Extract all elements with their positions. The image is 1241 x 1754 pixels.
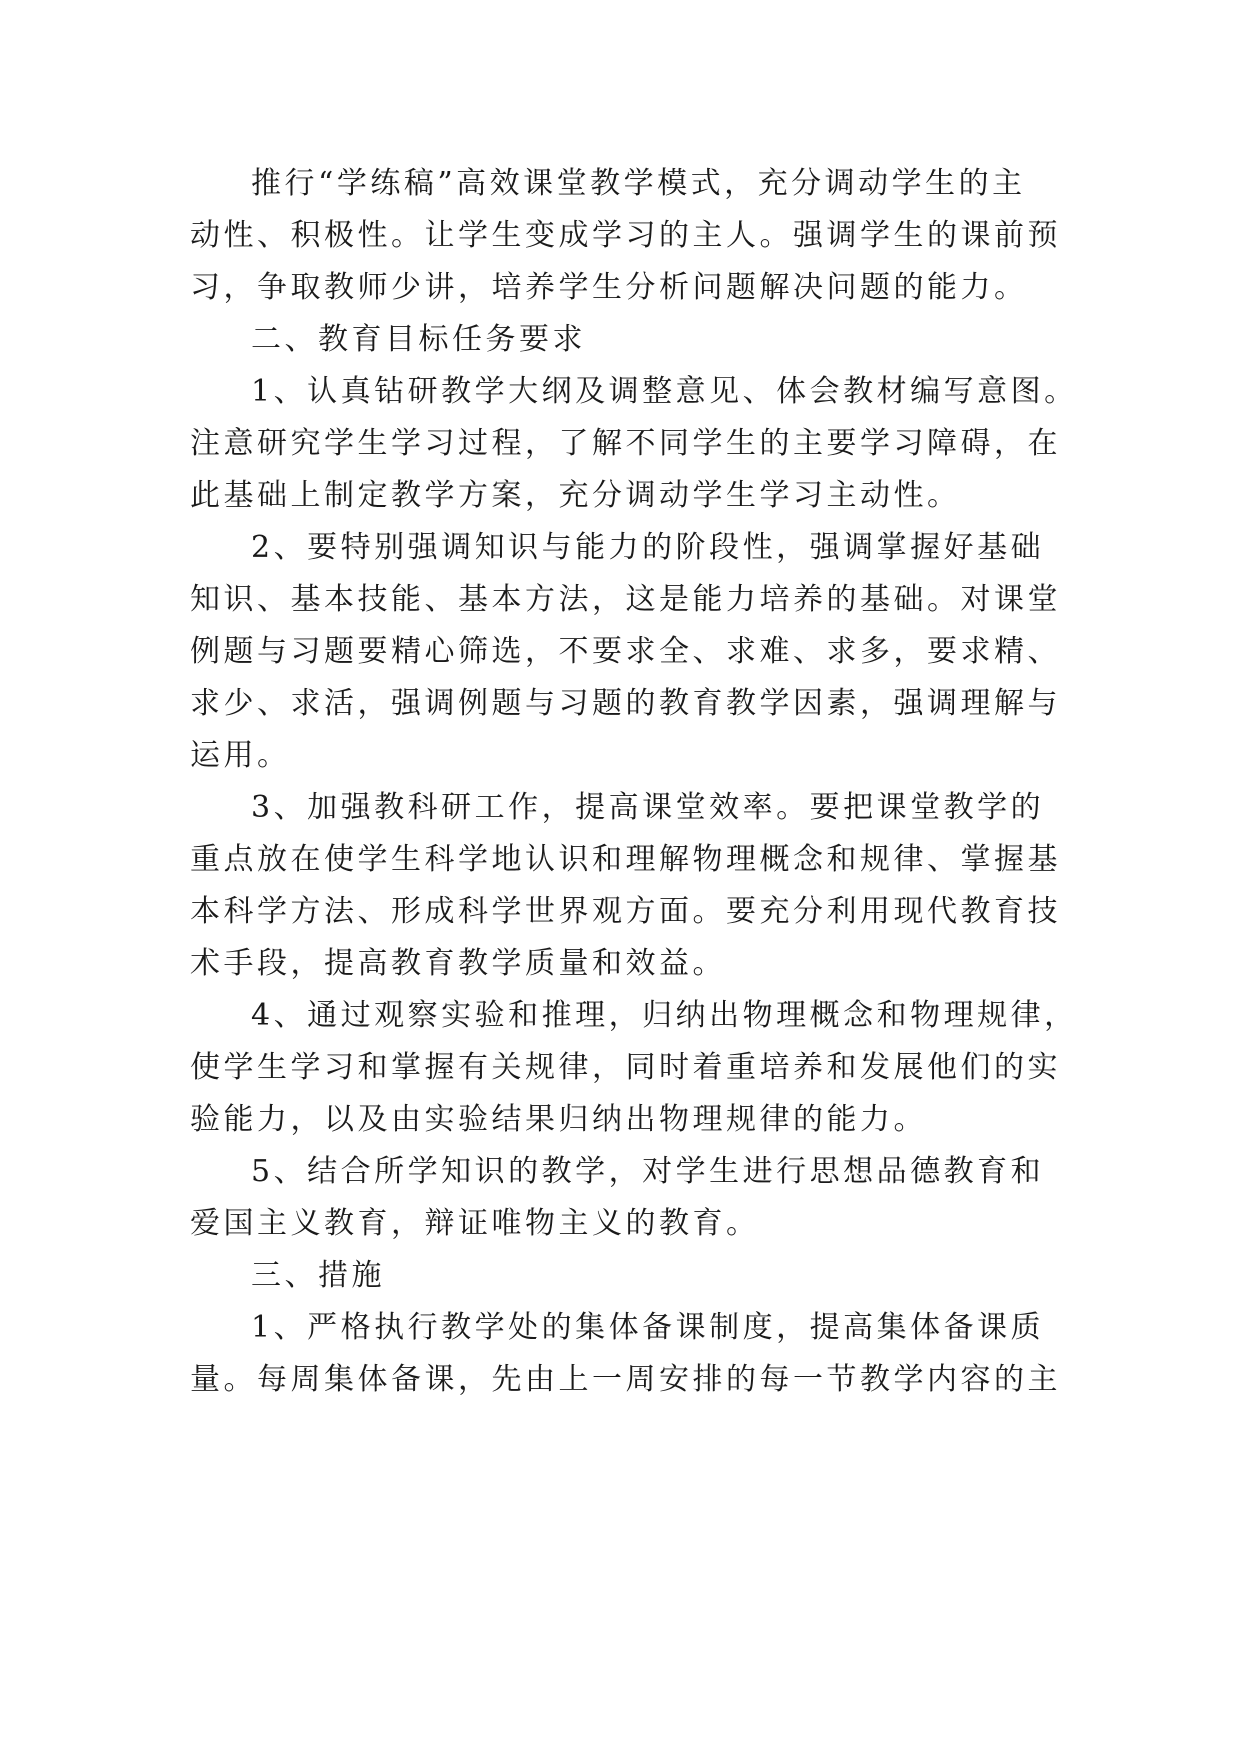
text-line: 二、教育目标任务要求	[251, 322, 586, 357]
paragraph-goal-3	[190, 782, 1061, 990]
text-line: 量。每周集体备课，先由上一周安排的每一节教学内容的主	[190, 1362, 1061, 1397]
text-line: 验能力，以及由实验结果归纳出物理规律的能力。	[190, 1102, 927, 1137]
paragraph-goal-4	[190, 990, 1078, 1146]
text-line: 3、加强教科研工作，提高课堂效率。要把课堂教学的	[251, 790, 1045, 825]
text-line: 三、措施	[251, 1258, 385, 1293]
text-line: 习，争取教师少讲，培养学生分析问题解决问题的能力。	[190, 270, 1028, 305]
text-line: 1、认真钻研教学大纲及调整意见、体会教材编写意图。	[251, 374, 1078, 409]
text-line: 重点放在使学生科学地认识和理解物理概念和规律、掌握基	[190, 842, 1061, 877]
text-line: 运用。	[190, 738, 291, 773]
text-line: 求少、求活，强调例题与习题的教育教学因素，强调理解与	[190, 686, 1061, 721]
text-line: 注意研究学生学习过程，了解不同学生的主要学习障碍，在	[190, 426, 1061, 461]
text-line: 4、通过观察实验和推理，归纳出物理概念和物理规律，	[251, 998, 1078, 1033]
text-line: 1、严格执行教学处的集体备课制度，提高集体备课质	[251, 1310, 1045, 1345]
text-line: 此基础上制定教学方案，充分调动学生学习主动性。	[190, 478, 961, 513]
text-line: 本科学方法、形成科学世界观方面。要充分利用现代教育技	[190, 894, 1061, 929]
text-line: 爱国主义教育，辩证唯物主义的教育。	[190, 1206, 760, 1241]
text-line: 5、结合所学知识的教学，对学生进行思想品德教育和	[251, 1154, 1045, 1189]
text-line: 动性、积极性。让学生变成学习的主人。强调学生的课前预	[190, 218, 1061, 253]
text-line: 例题与习题要精心筛选，不要求全、求难、求多，要求精、	[190, 634, 1061, 669]
section-heading-goals	[190, 314, 1050, 366]
text-line: 知识、基本技能、基本方法，这是能力培养的基础。对课堂	[190, 582, 1061, 617]
paragraph-goal-5	[190, 1146, 1050, 1250]
paragraph-intro	[190, 158, 1061, 314]
paragraph-goal-2	[190, 522, 1061, 782]
paragraph-measure-1	[190, 1302, 1061, 1406]
paragraph-goal-1	[190, 366, 1078, 522]
document-page	[190, 158, 1078, 1406]
text-line: 2、要特别强调知识与能力的阶段性，强调掌握好基础	[251, 530, 1045, 565]
text-line: 使学生学习和掌握有关规律，同时着重培养和发展他们的实	[190, 1050, 1061, 1085]
text-line: 术手段，提高教育教学质量和效益。	[190, 946, 726, 981]
section-heading-measures	[190, 1250, 1050, 1302]
text-line: 推行“学练稿”高效课堂教学模式，充分调动学生的主	[251, 166, 1026, 201]
